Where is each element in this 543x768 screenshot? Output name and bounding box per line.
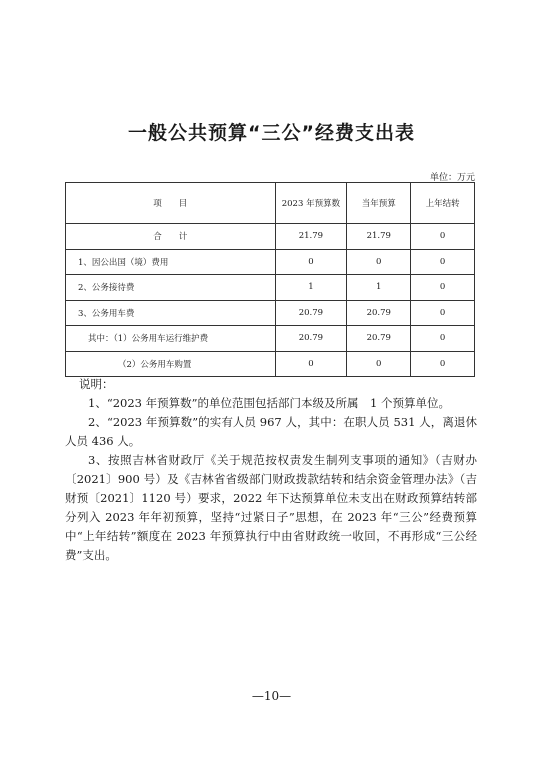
cell-current-year: 0 (347, 351, 411, 377)
unit-label: 单位：万元 (429, 173, 475, 183)
cell-budget-2023: 20.79 (275, 300, 347, 326)
notes-heading: 说明： (79, 377, 114, 391)
cell-carryover: 0 (411, 351, 475, 377)
page-title: 一般公共预算“三公”经费支出表 (128, 122, 415, 144)
table-row (66, 351, 475, 377)
note-item-3: 3、按照吉林省财政厅《关于规范按权责发生制列支事项的通知》（吉财办〔2021〕900 号）及《吉林省省级部门财政拨款结转和结余资金管理办法》（吉财预〔2021〕1120 号）要求，2022 年下达预算单位未支出在财政预算结转部分列入 2023 年年初预算，坚持“过紧日子”思想，在 2023 年“三公”经费预算中“上年结转”额度在 2023 年预算执行中由省财政统一收回，不再形成“三公经费”支出。 (65, 453, 477, 562)
notes-section (65, 375, 477, 565)
budget-table (65, 182, 475, 377)
cell-carryover: 0 (411, 224, 475, 250)
cell-carryover: 0 (411, 249, 475, 275)
cell-budget-2023: 21.79 (275, 224, 347, 250)
cell-budget-2023: 0 (275, 351, 347, 377)
table-row (66, 249, 475, 275)
table-header-row (66, 183, 475, 224)
header-carryover: 上年结转 (411, 183, 475, 224)
table-row (66, 300, 475, 326)
table-row (66, 224, 475, 250)
cell-carryover: 0 (411, 300, 475, 326)
cell-current-year: 0 (347, 249, 411, 275)
header-item: 项 目 (66, 183, 276, 224)
cell-carryover: 0 (411, 275, 475, 301)
cell-current-year: 21.79 (347, 224, 411, 250)
row-label: （2）公务用车购置 (66, 351, 276, 377)
header-current-year: 当年预算 (347, 183, 411, 224)
cell-carryover: 0 (411, 326, 475, 352)
cell-current-year: 1 (347, 275, 411, 301)
cell-budget-2023: 1 (275, 275, 347, 301)
row-label: 其中：（1）公务用车运行维护费 (66, 326, 276, 352)
cell-current-year: 20.79 (347, 300, 411, 326)
header-budget-2023: 2023 年预算数 (275, 183, 347, 224)
note-item-1: 1、“2023 年预算数”的单位范围包括部门本级及所属 1 个预算单位。 (88, 396, 450, 410)
table-row (66, 326, 475, 352)
page-number: —10— (251, 689, 292, 703)
table-row (66, 275, 475, 301)
row-label: 1、因公出国（境）费用 (66, 249, 276, 275)
row-label: 合 计 (66, 224, 276, 250)
cell-budget-2023: 20.79 (275, 326, 347, 352)
cell-current-year: 20.79 (347, 326, 411, 352)
cell-budget-2023: 0 (275, 249, 347, 275)
row-label: 3、公务用车费 (66, 300, 276, 326)
table-body (66, 224, 475, 377)
note-item-2: 2、“2023 年预算数”的实有人员 967 人，其中：在职人员 531 人，离退休人员 436 人。 (65, 415, 477, 448)
row-label: 2、公务接待费 (66, 275, 276, 301)
